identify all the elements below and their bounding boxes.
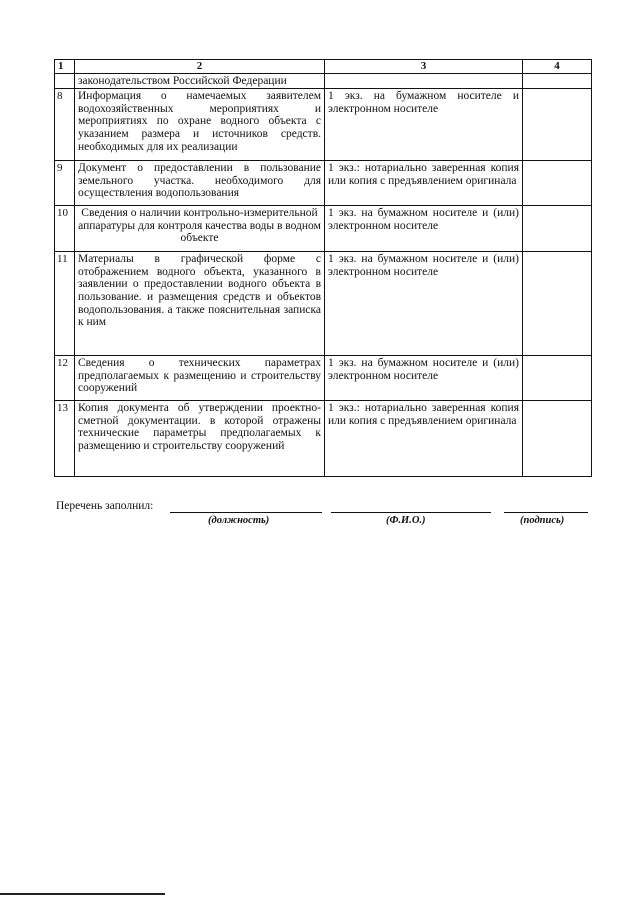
table-row [55,89,592,161]
table-row [55,252,592,356]
row-document: Документ о предоставлении в пользование земельного участка. необходимого для осуществления водопользования [75,161,325,206]
row-document: Сведения о наличии контрольно-измерительной аппаратуры для контроля качества воды в водном объекте [75,206,325,252]
footer-divider [0,893,165,895]
signature-caption: (подпись) [520,515,565,526]
row-note [523,206,592,252]
row-note [523,401,592,477]
row-copies [325,73,523,89]
signature-block [56,500,596,530]
row-copies: 1 экз.: нотариально заверенная копия или копия с предъявлением оригинала [325,161,523,206]
row-copies: 1 экз. на бумажном носителе и (или) электронном носителе [325,252,523,356]
header-col-3: 3 [325,60,523,74]
header-col-1: 1 [55,60,75,74]
row-number: 11 [55,252,75,356]
row-copies: 1 экз. на бумажном носителе и (или) электронном носителе [325,356,523,401]
position-caption: (должность) [208,515,270,526]
row-number: 9 [55,161,75,206]
row-document: Информация о намечаемых заявителем водохозяйственных мероприятиях и мероприятиях по охране водного объекта с указанием размера и источников средств. необходимых для их реализации [75,89,325,161]
table-header-row [55,60,592,74]
table-row [55,206,592,252]
row-note [523,161,592,206]
header-col-2: 2 [75,60,325,74]
table-row [55,161,592,206]
header-col-4: 4 [523,60,592,74]
table-row [55,401,592,477]
row-number: 12 [55,356,75,401]
row-number: 10 [55,206,75,252]
row-document: законодательством Российской Федерации [75,73,325,89]
row-note [523,89,592,161]
full-name-field[interactable] [331,512,491,513]
row-number: 13 [55,401,75,477]
document-list-table [54,59,592,477]
row-document: Сведения о технических параметрах предполагаемых к размещению и строительству сооружений [75,356,325,401]
row-note [523,356,592,401]
position-field[interactable] [170,512,322,513]
row-number: 8 [55,89,75,161]
table-row-continuation [55,73,592,89]
row-copies: 1 экз.: нотариально заверенная копия или копия с предъявлением оригинала [325,401,523,477]
row-number [55,73,75,89]
row-document: Копия документа об утверждении проектно-сметной документации. в которой отражены технические параметры предполагаемых к размещению и строительству сооружений [75,401,325,477]
row-document: Материалы в графической форме с отображением водного объекта, указанного в заявлении о предоставлении водного объекта в пользование. и размещения средств и объектов водопользования. а также пояснительная записка к ним [75,252,325,356]
signature-label: Перечень заполнил: [56,500,154,512]
row-note [523,252,592,356]
row-note [523,73,592,89]
row-copies: 1 экз. на бумажном носителе и (или) электронном носителе [325,206,523,252]
signature-field[interactable] [504,512,588,513]
full-name-caption: (Ф.И.О.) [386,515,426,526]
row-copies: 1 экз. на бумажном носителе и электронном носителе [325,89,523,161]
table-row [55,356,592,401]
